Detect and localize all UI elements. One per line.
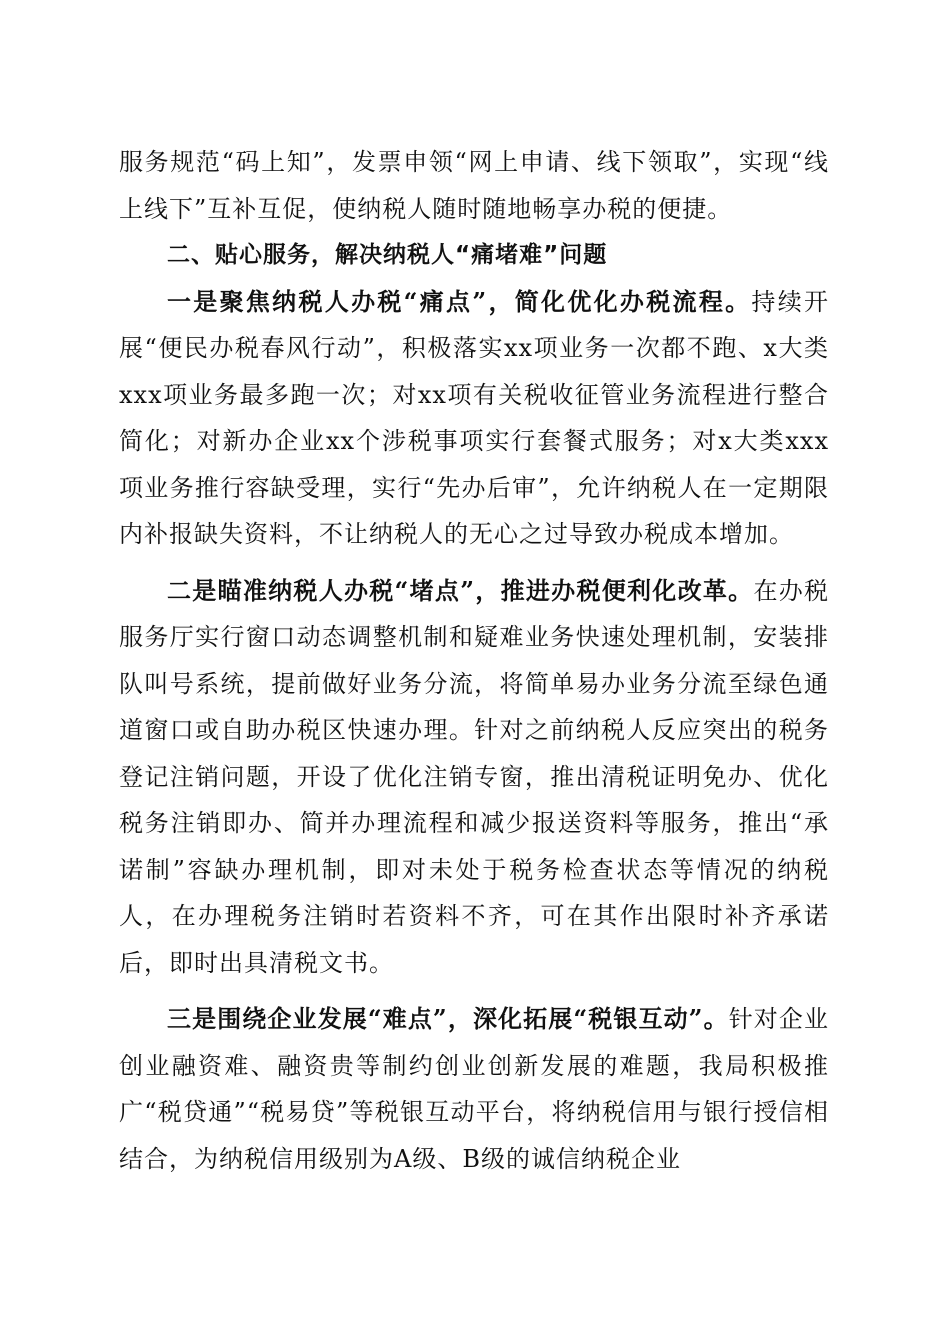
item-2-body: 在办税服务厅实行窗口动态调整机制和疑难业务快速处理机制，安装排队叫号系统，提前做好业务分流，将简单易办业务分流至绿色通道窗口或自助办税区快速办理。针对之前纳税人反应突出的税务登记注销问题，开设了优化注销专窗，推出清税证明免办、优化税务注销即办、简并办理流程和减少报送资料等服务，推出“承诺制”容缺办理机制，即对未处于税务检查状态等情况的纳税人，在办理税务注销时若资料不齐，可在其作出限时补齐承诺后，即时出具清税文书。 xyxy=(119,576,830,977)
paragraph-item-3 xyxy=(119,996,829,1182)
item-1-lead: 一是聚焦纳税人办税“痛点”，简化优化办税流程。 xyxy=(167,286,752,316)
document-body xyxy=(119,139,829,1182)
item-1-body: 持续开展“便民办税春风行动”，积极落实xx项业务一次都不跑、x大类xxx项业务最多跑一次；对xx项有关税收征管业务流程进行整合简化；对新办企业xx个涉税事项实行套餐式服务；对x大类xxx项业务推行容缺受理，实行“先办后审”，允许纳税人在一定期限内补报缺失资料，不让纳税人的无心之过导致办税成本增加。 xyxy=(119,287,830,548)
section-heading: 二、贴心服务，解决纳税人“痛堵难”问题 xyxy=(167,242,608,268)
paragraph-item-1 xyxy=(119,279,829,558)
item-2-lead: 二是瞄准纳税人办税“堵点”，推进办税便利化改革。 xyxy=(167,575,754,605)
item-3-lead: 三是围绕企业发展“难点”，深化拓展“税银互动”。 xyxy=(167,1004,729,1033)
item-3-body: 针对企业创业融资难、融资贵等制约创业创新发展的难题，我局积极推广“税贷通”“税易贷”等税银互动平台，将纳税信用与银行授信相结合，为纳税信用级别为A级、B级的诚信纳税企业 xyxy=(119,1005,830,1173)
paragraph-continuation: 服务规范“码上知”，发票申领“网上申请、线下领取”，实现“线上线下”互补互促，使纳税人随时随地畅享办税的便捷。 xyxy=(119,148,829,223)
paragraph-item-2 xyxy=(119,568,829,987)
